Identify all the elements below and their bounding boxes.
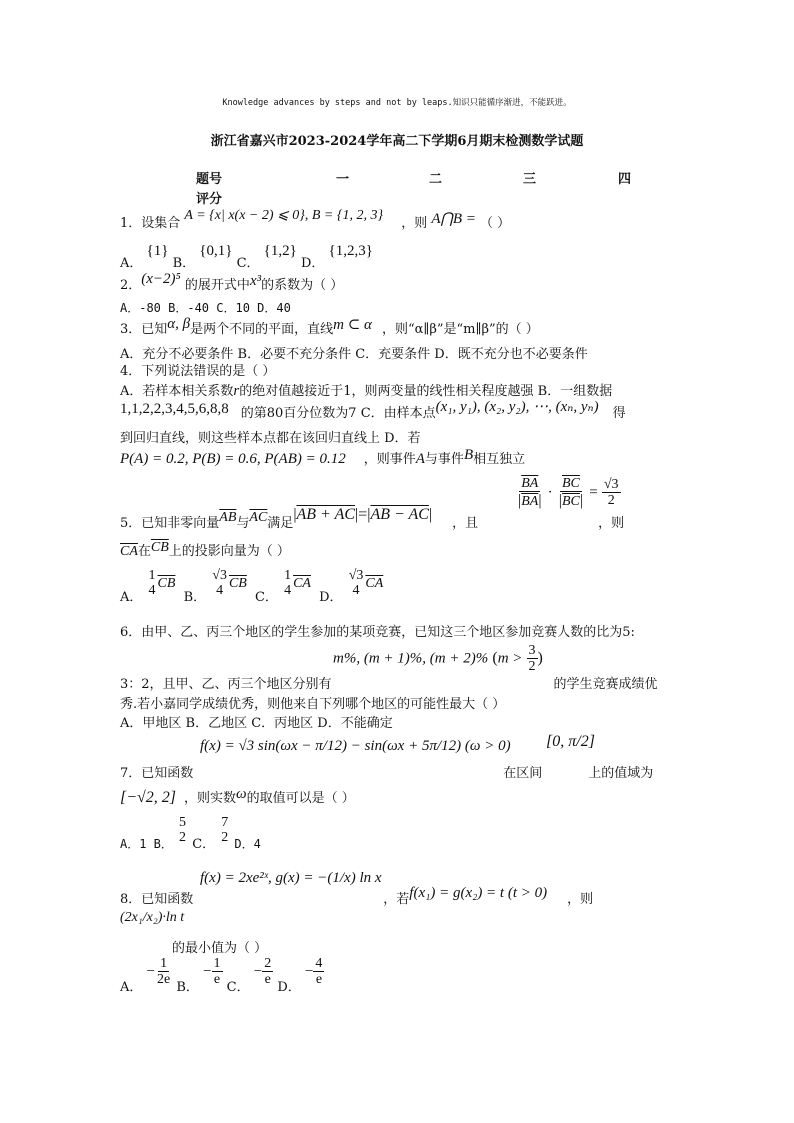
q3-stem: 3．已知α, β是两个不同的平面，直线m ⊂ α ，则“α∥β”是“m∥β”的（ ） (120, 316, 539, 337)
q4-line1: A．若样本相关系数r的绝对值越接近于1，则两变量的线性相关程度越强 B．一组数据 (120, 383, 613, 399)
q4-line2: 1,1,2,2,3,4,5,6,8,8 的第80百分位数为7 C．由样本点(x₁, y₁), (x₂, y₂), ⋯, (xₙ, yₙ) 得 (120, 399, 626, 421)
q7-options: A．1 B． 5 2 C． 7 2 D．4 (120, 815, 261, 852)
q8-function: f(x) = 2xe²ˣ, g(x) = −(1/x) ln x (200, 870, 382, 886)
q1-stem: 1．设集合 A = {x| x(x − 2) ⩽ 0}, B = {1, 2, 3} ，则 A⋂B = （ ） (120, 208, 511, 231)
q6-options: A．甲地区 B．乙地区 C．丙地区 D．不能确定 (120, 716, 393, 731)
q6-line2: 3：2，且甲、乙、丙三个地区分别有 的学生竞赛成绩优 (120, 677, 658, 692)
score-col-2: 二 (429, 172, 443, 187)
q2-options: A．-80 B．-40 C．10 D．40 (120, 301, 291, 315)
q8-stem: 8．已知函数 ，若f(x₁) = g(x₂) = t (t > 0) ，则 (120, 885, 594, 907)
q1-set-expr: A = {x| x(x − 2) ⩽ 0}, B = {1, 2, 3} (184, 208, 384, 223)
q5-options: A． 1 4 $\overline{CB}$ B． √3 4 $\overline{CB}$ C． 1 4 $\overline{CA}$ D． √3 4 $\overline{CA}$ (120, 568, 384, 605)
q7-interval: [0, π/2] (546, 733, 595, 750)
score-col-0: 题号 (196, 172, 223, 187)
q5-line2: $\overline{CA}$在$\overline{CB}$上的投影向量为（ ） (120, 540, 290, 559)
score-col-3: 三 (523, 172, 537, 187)
q4-line4: P(A) = 0.2, P(B) = 0.6, P(AB) = 0.12 ，则事件A与事件B相互独立 (120, 447, 526, 467)
page-title: 浙江省嘉兴市2023-2024学年高二下学期6月期末检测数学试题 (210, 134, 584, 149)
score-row-label: 评分 (196, 192, 223, 207)
q4-line3: 到回归直线，则这些样本点都在该回归直线上 D．若 (120, 431, 421, 446)
q7-stem: 7．已知函数 在区间 上的值域为 (120, 766, 654, 781)
q2-stem: 2．(x−2)⁵ 的展开式中x³的系数为（ ） (120, 271, 344, 293)
q4-stem: 4．下列说法错误的是（ ） (120, 364, 276, 379)
q6-line3: 秀.若小嘉同学成绩优秀，则他来自下列哪个地区的可能性最大（ ） (120, 697, 506, 712)
q8-line2: 的最小值为（ ） (172, 941, 268, 956)
q3-options: A．充分不必要条件 B．必要不充分条件 C．充要条件 D．既不充分也不必要条件 (120, 347, 588, 362)
q5-stem: 5．已知非零向量$\overline{AB}$与$\overline{AC}$满足|AB + AC|=|AB − AC|，且 ，则 (120, 506, 625, 531)
q7-function: f(x) = √3 sin(ωx − π/12) − sin(ωx + 5π/12) (ω > 0) (200, 738, 511, 754)
q5-unit-vectors: $\frac{\overline{BA}}{|\overline{BA}|}$ · $\frac{\overline{BC}}{|\overline{BC}|}$ = $\frac{√3}{2}$ (518, 476, 619, 510)
q7-line2: [−√2, 2] ，则实数ω的取值可以是（ ） (120, 786, 355, 806)
score-col-1: 一 (336, 172, 350, 187)
q1-options: A． {1} B． {0,1} C． {1,2} D． {1,2,3} (120, 243, 373, 271)
score-col-4: 四 (618, 172, 632, 187)
q8-options: A． − $\frac{1}{2e}$ B． − $\frac{1}{e}$ C． − $\frac{2}{e}$ D． − $\frac{4}{e}$ (120, 956, 323, 996)
q6-line1: 6．由甲、乙、丙三个地区的学生参加的某项竞赛，已知这三个地区参加竞赛人数的比为5: (120, 625, 635, 640)
q6-pct-expr: m%, (m + 1)%, (m + 2)% (m > $\frac{3}{2}$ ) (333, 643, 543, 675)
q8-expr: (2x₁/x₂)·ln t (120, 910, 185, 925)
banner-text: Knowledge advances by steps and not by leaps.知识只能循序渐进，不能跃进。 (222, 98, 572, 108)
